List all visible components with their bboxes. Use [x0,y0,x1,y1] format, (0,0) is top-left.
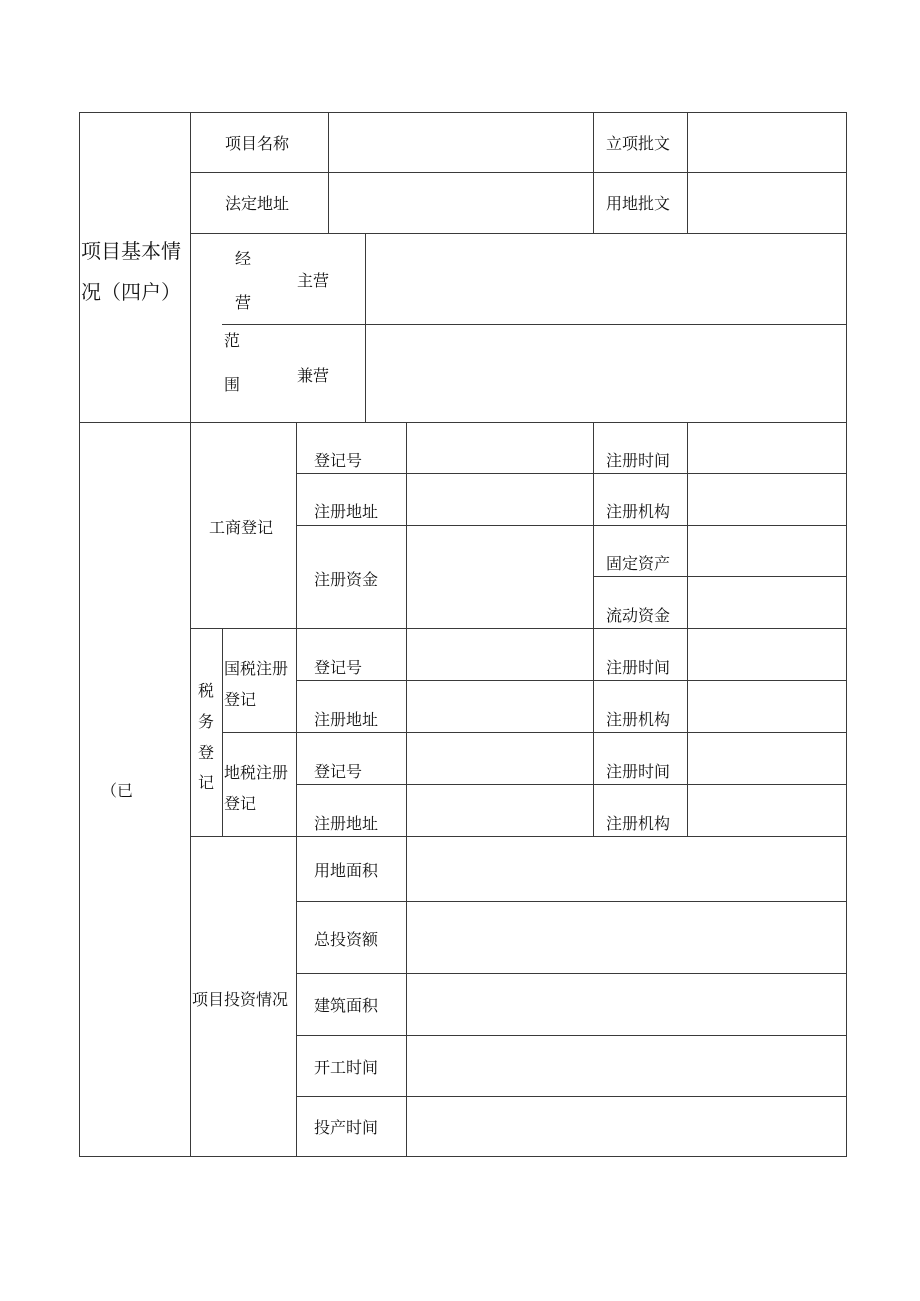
reg-address-input[interactable] [408,475,592,524]
col-divider [593,112,594,233]
reg-org-label: 注册机构 [606,502,671,521]
scope-char: 范 [224,331,241,350]
approval-doc-input[interactable] [689,114,845,171]
col-divider [687,422,688,836]
table-border-top [79,112,847,113]
national-reg-org-label: 注册机构 [606,710,671,729]
land-approval-input[interactable] [689,174,845,232]
national-reg-address-input[interactable] [408,682,592,731]
row-divider [296,525,847,526]
row-divider [593,576,847,577]
table-border-left [79,112,80,1157]
local-reg-org-input[interactable] [689,786,845,835]
row-divider [190,628,847,629]
scope-char: 围 [224,375,241,394]
local-reg-time-input[interactable] [689,734,845,783]
table-border-bottom [79,1156,847,1157]
tax-reg-char: 税 [198,681,215,700]
national-reg-org-input[interactable] [689,682,845,731]
section-divider [79,422,847,423]
col-divider [593,422,594,836]
row-divider [190,233,847,234]
local-reg-no-label: 登记号 [314,762,363,781]
legal-address-input[interactable] [330,174,592,232]
row-divider [222,324,847,325]
scope-char: 经 [235,249,252,268]
national-tax-label-line2: 登记 [224,690,257,709]
investment-label: 项目投资情况 [192,990,289,1009]
reg-org-input[interactable] [689,475,845,524]
row-divider [296,473,847,474]
left-column-divider [190,112,191,1157]
local-reg-no-input[interactable] [408,734,592,783]
scope-char: 营 [235,293,252,312]
local-reg-address-input[interactable] [408,786,592,835]
national-reg-time-input[interactable] [689,630,845,679]
reg-capital-label: 注册资金 [314,570,379,589]
row-divider [190,836,847,837]
business-reg-label: 工商登记 [209,518,274,537]
section-title-line2: 况（四户） [81,280,181,304]
reg-no-label: 登记号 [314,451,363,470]
total-investment-label: 总投资额 [314,930,379,949]
start-time-input[interactable] [408,1037,845,1095]
start-time-label: 开工时间 [314,1058,379,1077]
fixed-assets-label: 固定资产 [606,554,671,573]
local-reg-org-label: 注册机构 [606,814,671,833]
national-reg-time-label: 注册时间 [606,658,671,677]
tax-reg-char: 务 [198,712,215,731]
fixed-assets-input[interactable] [689,527,845,575]
section2-left-label: （已 [101,781,134,800]
row-divider [296,901,847,902]
reg-no-input[interactable] [408,424,592,472]
reg-capital-input[interactable] [408,527,592,627]
project-name-input[interactable] [330,114,592,171]
building-area-input[interactable] [408,975,845,1034]
col-divider [365,233,366,422]
reg-time-input[interactable] [689,424,845,472]
tax-reg-char: 记 [198,773,215,792]
land-area-input[interactable] [408,838,845,900]
row-divider [222,732,847,733]
local-tax-label-line1: 地税注册 [224,763,289,782]
legal-address-label: 法定地址 [225,194,290,213]
land-approval-label: 用地批文 [606,194,671,213]
reg-time-label: 注册时间 [606,451,671,470]
col-divider [328,112,329,233]
local-reg-time-label: 注册时间 [606,762,671,781]
main-business-input[interactable] [367,235,845,323]
col-divider [406,422,407,1157]
row-divider [296,680,847,681]
col-divider [296,422,297,1157]
national-tax-label-line1: 国税注册 [224,659,289,678]
col-divider [687,112,688,233]
side-business-input[interactable] [367,326,845,421]
tax-reg-char: 登 [198,743,215,762]
national-reg-no-label: 登记号 [314,658,363,677]
section-title-line1: 项目基本情 [81,239,181,263]
production-time-label: 投产时间 [314,1118,379,1137]
row-divider [296,973,847,974]
main-business-label: 主营 [297,271,330,290]
reg-address-label: 注册地址 [314,502,379,521]
working-capital-input[interactable] [689,578,845,627]
row-divider [296,1035,847,1036]
row-divider [296,784,847,785]
building-area-label: 建筑面积 [314,996,379,1015]
approval-doc-label: 立项批文 [606,134,671,153]
local-reg-address-label: 注册地址 [314,814,379,833]
land-area-label: 用地面积 [314,861,379,880]
local-tax-label-line2: 登记 [224,794,257,813]
production-time-input[interactable] [408,1098,845,1155]
national-reg-address-label: 注册地址 [314,710,379,729]
row-divider [190,172,847,173]
working-capital-label: 流动资金 [606,606,671,625]
total-investment-input[interactable] [408,903,845,972]
table-border-right [846,112,847,1157]
national-reg-no-input[interactable] [408,630,592,679]
project-name-label: 项目名称 [225,134,290,153]
side-business-label: 兼营 [297,366,330,385]
row-divider [296,1096,847,1097]
